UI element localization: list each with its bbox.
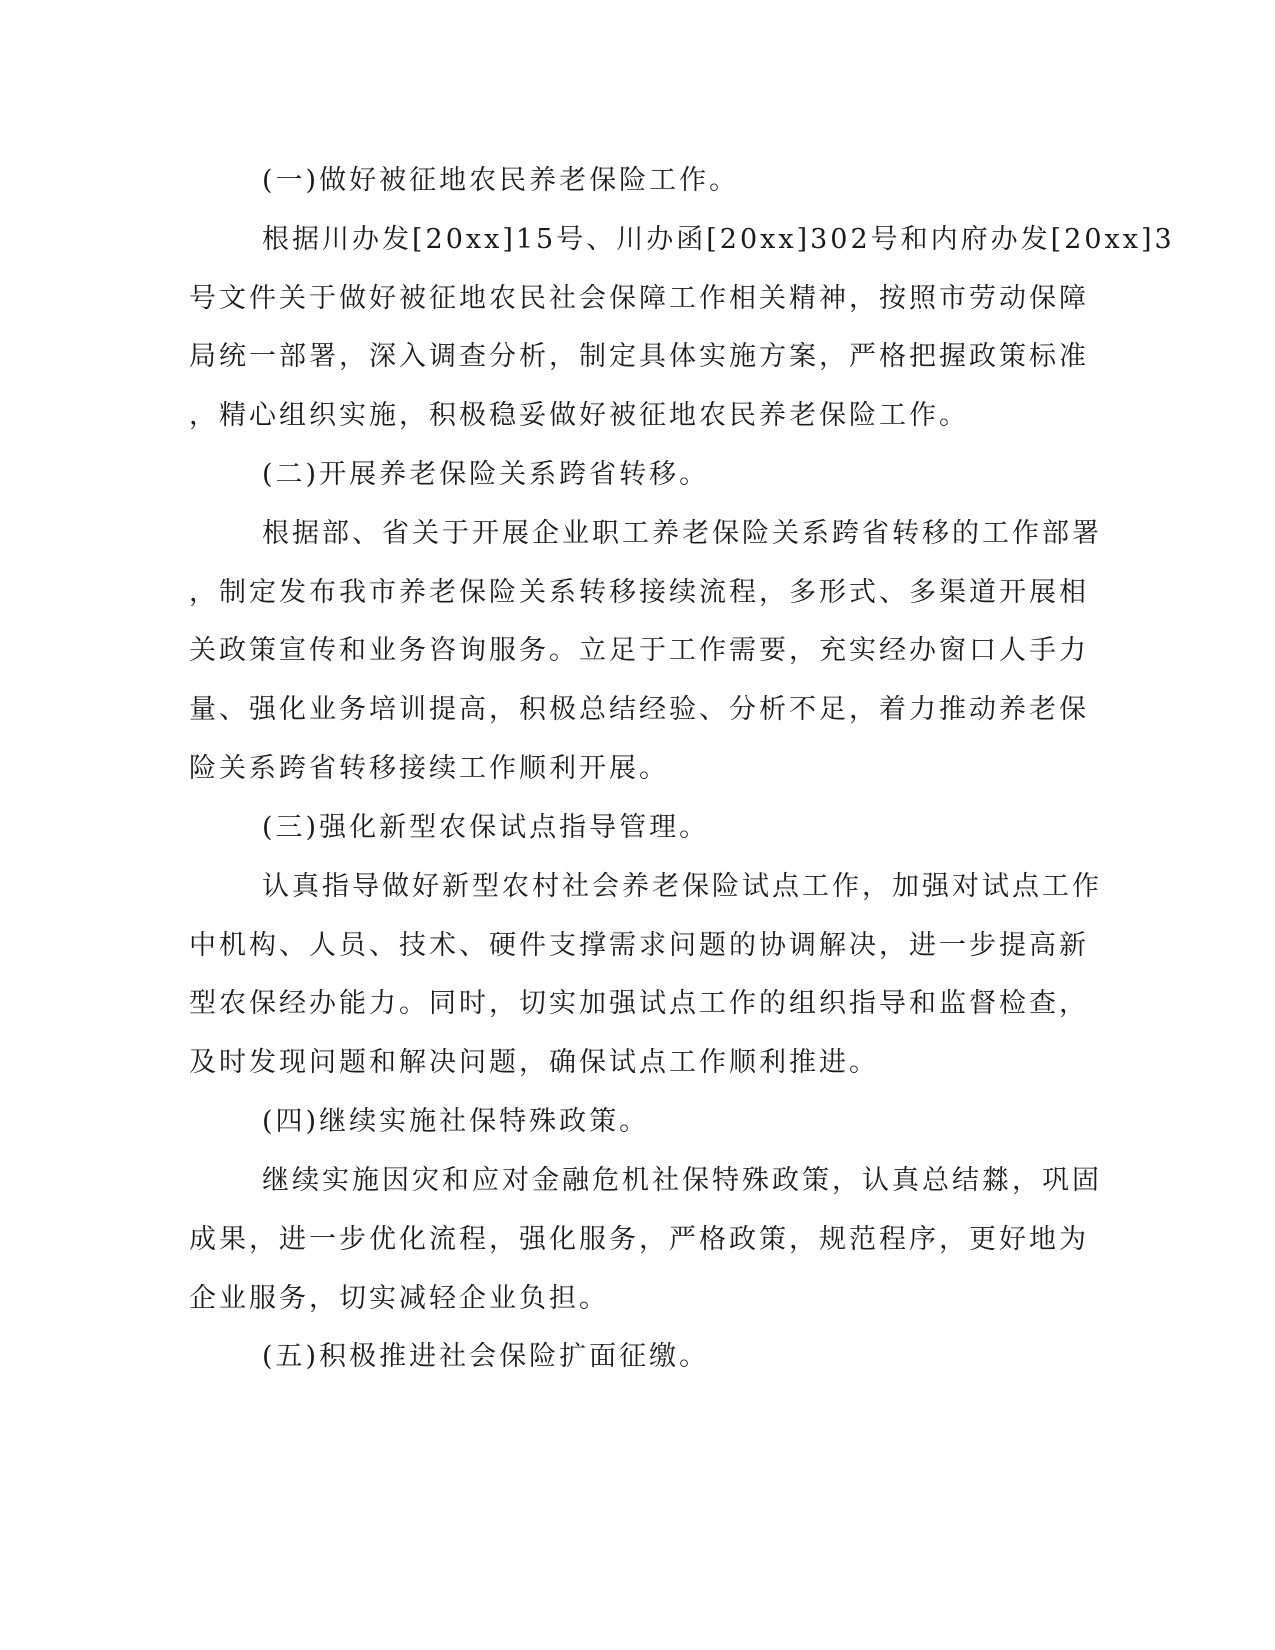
paragraph-1-line-1: 根据川办发[20xx]15号、川办函[20xx]302号和内府办发[20xx]3 — [262, 224, 1175, 255]
paragraph-3-line-4: 及时发现问题和解决问题，确保试点工作顺利推进。 — [189, 1047, 879, 1078]
paragraph-3-line-3: 型农保经办能力。同时，切实加强试点工作的组织指导和监督检查， — [189, 988, 1089, 1019]
paragraph-2-line-5: 险关系跨省转移接续工作顺利开展。 — [189, 753, 669, 784]
paragraph-2-line-1: 根据部、省关于开展企业职工养老保险关系跨省转移的工作部署 — [262, 518, 1102, 549]
paragraph-4-line-1: 继续实施因灾和应对金融危机社保特殊政策，认真总结㵘，巩固 — [262, 1165, 1102, 1196]
paragraph-2-line-3: 关政策宣传和业务咨询服务。立足于工作需要，充实经办窗口人手力 — [189, 635, 1089, 666]
paragraph-4-line-2: 成果，进一步优化流程，强化服务，严格政策，规范程序，更好地为 — [189, 1224, 1089, 1255]
paragraph-2-line-4: 量、强化业务培训提高，积极总结经验、分析不足，着力推动养老保 — [189, 694, 1089, 725]
heading-3: (三)强化新型农保试点指导管理。 — [262, 812, 710, 843]
paragraph-2-line-2: ，制定发布我市养老保险关系转移接续流程，多形式、多渠道开展相 — [189, 577, 1089, 608]
paragraph-3-line-1: 认真指导做好新型农村社会养老保险试点工作，加强对试点工作 — [262, 871, 1102, 902]
paragraph-1-line-2: 号文件关于做好被征地农民社会保障工作相关精神，按照市劳动保障 — [189, 283, 1089, 314]
paragraph-1-line-3: 局统一部署，深入调查分析，制定具体实施方案，严格把握政策标准 — [189, 341, 1089, 372]
paragraph-4-line-3: 企业服务，切实减轻企业负担。 — [189, 1283, 609, 1314]
heading-2: (二)开展养老保险关系跨省转移。 — [262, 459, 710, 490]
paragraph-3-line-2: 中机构、人员、技术、硬件支撑需求问题的协调解决，进一步提高新 — [189, 930, 1089, 961]
heading-1: (一)做好被征地农民养老保险工作。 — [262, 165, 740, 196]
heading-4: (四)继续实施社保特殊政策。 — [262, 1106, 650, 1137]
paragraph-1-line-4: ，精心组织实施，积极稳妥做好被征地农民养老保险工作。 — [189, 400, 969, 431]
heading-5: (五)积极推进社会保险扩面征缴。 — [262, 1341, 710, 1372]
